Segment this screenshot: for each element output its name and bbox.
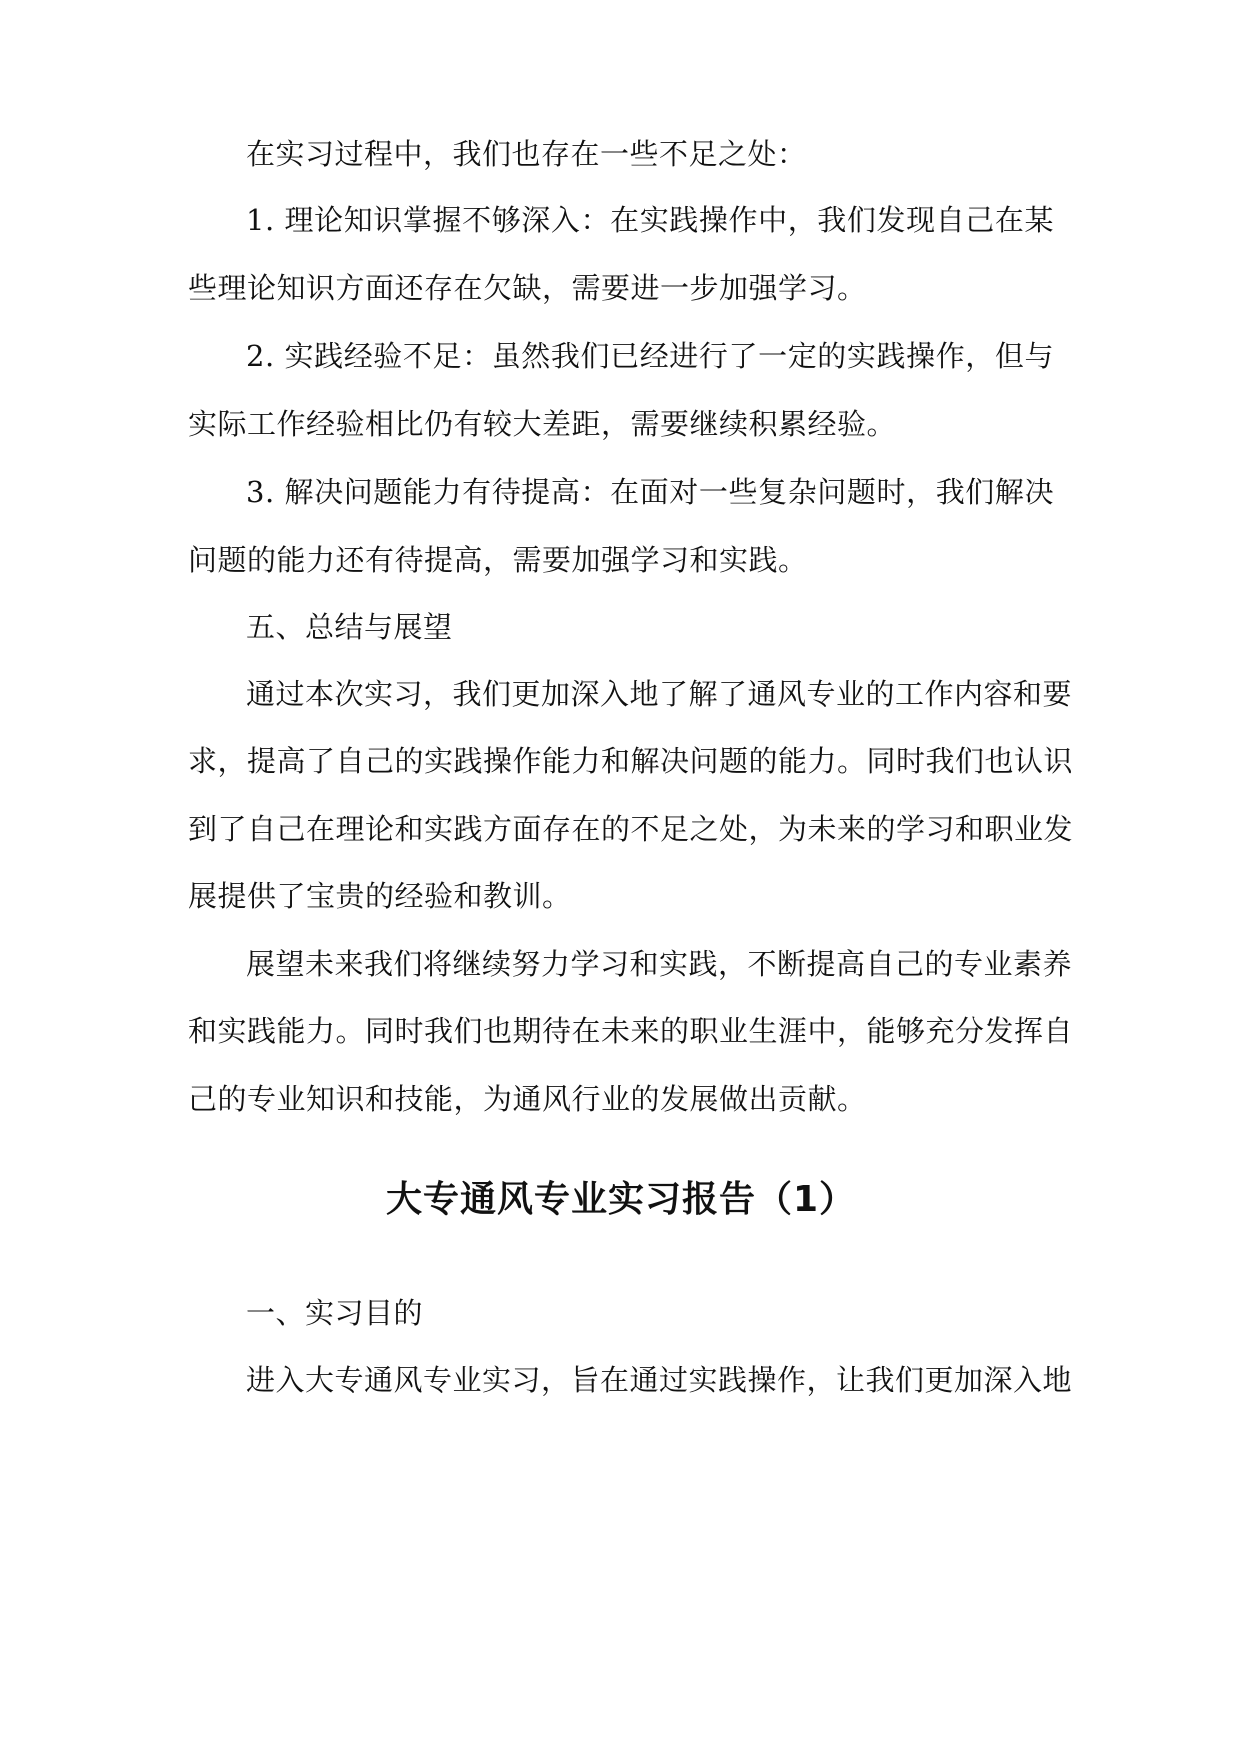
paragraph-line: 在实习过程中，我们也存在一些不足之处： [246, 137, 807, 171]
section-heading-purpose: 一、实习目的 [246, 1296, 424, 1330]
paragraph-line: 己的专业知识和技能，为通风行业的发展做出贡献。 [188, 1082, 867, 1116]
paragraph-line: 到了自己在理论和实践方面存在的不足之处，为未来的学习和职业发 [188, 812, 1074, 846]
paragraph-line: 展提供了宝贵的经验和教训。 [188, 879, 572, 913]
paragraph-line: 通过本次实习，我们更加深入地了解了通风专业的工作内容和要 [246, 677, 1073, 711]
paragraph-line: 展望未来我们将继续努力学习和实践，不断提高自己的专业素养 [246, 947, 1073, 981]
intro-paragraph-line: 进入大专通风专业实习，旨在通过实践操作，让我们更加深入地 [246, 1363, 1073, 1397]
list-item-2-line: 2. 实践经验不足：虽然我们已经进行了一定的实践操作，但与 [246, 339, 1054, 373]
list-item-3-line: 3. 解决问题能力有待提高：在面对一些复杂问题时，我们解决 [246, 475, 1054, 509]
list-item-1-line: 1. 理论知识掌握不够深入：在实践操作中，我们发现自己在某 [246, 203, 1054, 237]
paragraph-line: 求，提高了自己的实践操作能力和解决问题的能力。同时我们也认识 [188, 744, 1074, 778]
list-item-2-continuation: 实际工作经验相比仍有较大差距，需要继续积累经验。 [188, 407, 897, 441]
section-heading-summary: 五、总结与展望 [246, 610, 453, 644]
list-item-1-continuation: 些理论知识方面还存在欠缺，需要进一步加强学习。 [188, 271, 867, 305]
list-item-3-continuation: 问题的能力还有待提高，需要加强学习和实践。 [188, 543, 808, 577]
report-title: 大专通风专业实习报告（1） [385, 1179, 857, 1220]
paragraph-line: 和实践能力。同时我们也期待在未来的职业生涯中，能够充分发挥自 [188, 1014, 1074, 1048]
